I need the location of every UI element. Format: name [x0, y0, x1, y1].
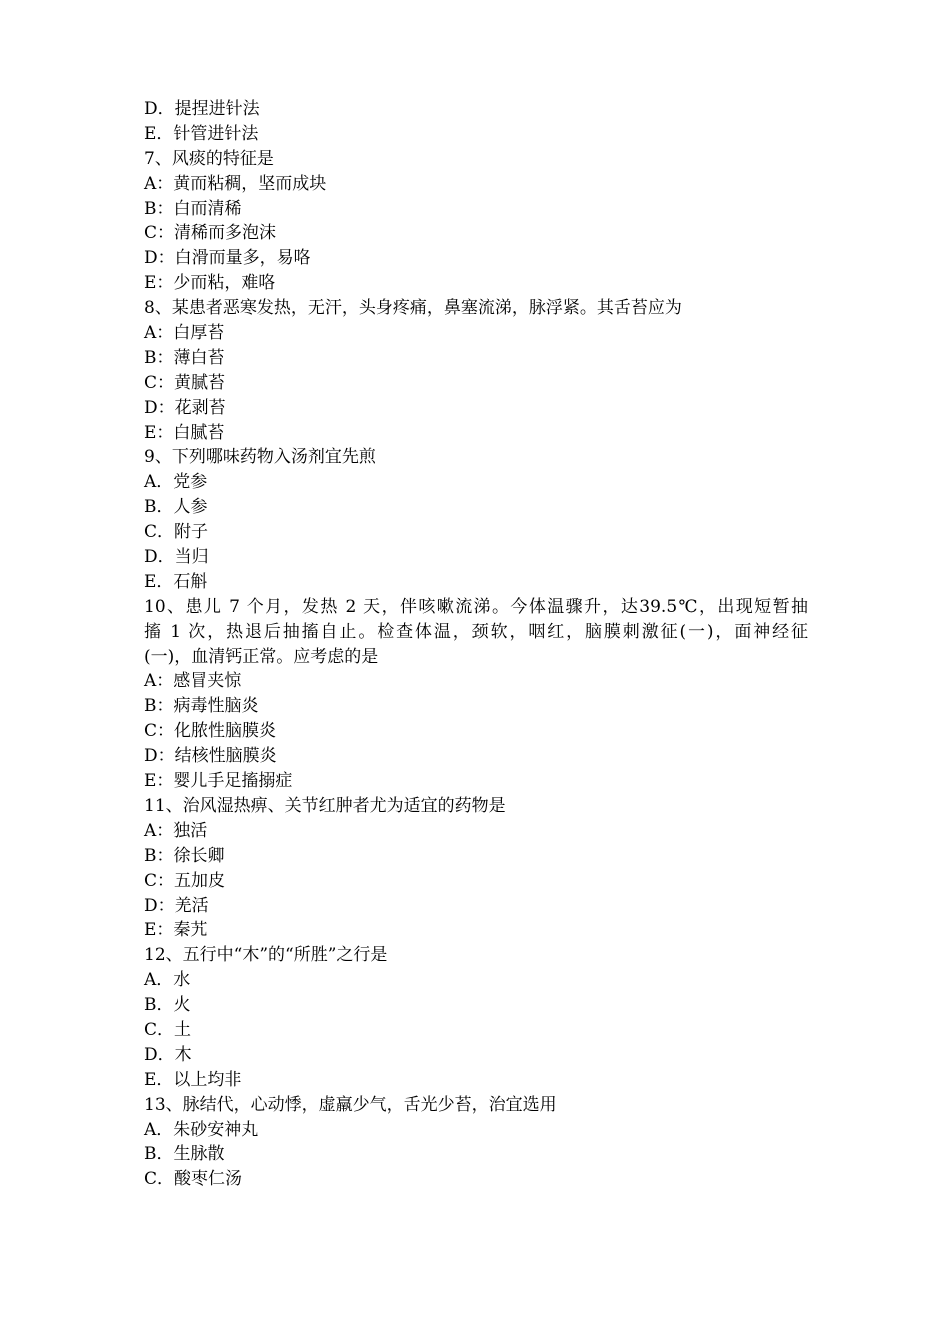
option-line: A：黄而粘稠，坚而成块 — [144, 173, 327, 194]
option-line: D．提捏进针法 — [144, 99, 260, 119]
question-line: 12、五行中“木”的“所胜”之行是 — [144, 945, 388, 966]
option-line: A：白厚苔 — [144, 323, 225, 344]
option-line: E．以上均非 — [144, 1069, 242, 1090]
option-line: A：独活 — [144, 820, 208, 841]
option-line: C．土 — [144, 1019, 192, 1040]
option-line: B．人参 — [144, 497, 208, 518]
question-line: (一)，血清钙正常。应考虑的是 — [144, 646, 379, 667]
option-line: E：婴儿手足搐搦症 — [144, 771, 293, 792]
question-line: 8、某患者恶寒发热，无汗，头身疼痛，鼻塞流涕，脉浮紧。其舌苔应为 — [144, 298, 682, 319]
option-line: C：清稀而多泡沫 — [144, 223, 277, 244]
option-line: B：病毒性脑炎 — [144, 696, 259, 717]
option-line: D：结核性脑膜炎 — [144, 746, 277, 767]
option-line: C：五加皮 — [144, 870, 226, 891]
question-line: 7、风痰的特征是 — [144, 148, 274, 169]
option-line: B：徐长卿 — [144, 845, 225, 866]
document-body — [144, 97, 808, 1192]
option-line: E．石斛 — [144, 571, 208, 592]
option-line: C：化脓性脑膜炎 — [144, 721, 277, 742]
question-line: 搐 1 次，热退后抽搐自止。检查体温，颈软，咽红，脑膜刺激征(一)，面神经征 — [144, 621, 808, 642]
option-line: A．朱砂安神丸 — [144, 1119, 259, 1140]
option-line: E：秦艽 — [144, 920, 208, 941]
option-line: A．水 — [144, 970, 191, 991]
option-line: C：黄腻苔 — [144, 372, 226, 393]
question-line: 11、治风湿热痹、关节红肿者尤为适宜的药物是 — [144, 795, 506, 816]
option-line: B．生脉散 — [144, 1144, 225, 1165]
question-line: 9、下列哪味药物入汤剂宜先煎 — [144, 447, 376, 468]
question-line: 10、患儿 7 个月，发热 2 天，伴咳嗽流涕。今体温骤升，达39.5℃，出现短暂抽 — [144, 596, 808, 617]
option-line: B．火 — [144, 995, 191, 1016]
option-line: D：白滑而量多，易咯 — [144, 248, 311, 269]
option-line: D．当归 — [144, 547, 209, 568]
option-line: A．党参 — [144, 472, 208, 493]
option-line: E：白腻苔 — [144, 422, 225, 443]
option-line: A：感冒夹惊 — [144, 671, 242, 692]
option-line: D：花剥苔 — [144, 397, 226, 418]
option-line: C．附子 — [144, 522, 209, 543]
question-line: 13、脉结代，心动悸，虚羸少气，舌光少苔，治宜选用 — [144, 1094, 557, 1115]
option-line: B：薄白苔 — [144, 347, 225, 368]
option-line: E：少而粘，难咯 — [144, 273, 276, 294]
option-line: C．酸枣仁汤 — [144, 1169, 243, 1190]
option-line: E．针管进针法 — [144, 123, 259, 144]
option-line: B：白而清稀 — [144, 198, 242, 219]
option-line: D．木 — [144, 1044, 192, 1065]
option-line: D：羌活 — [144, 895, 209, 916]
